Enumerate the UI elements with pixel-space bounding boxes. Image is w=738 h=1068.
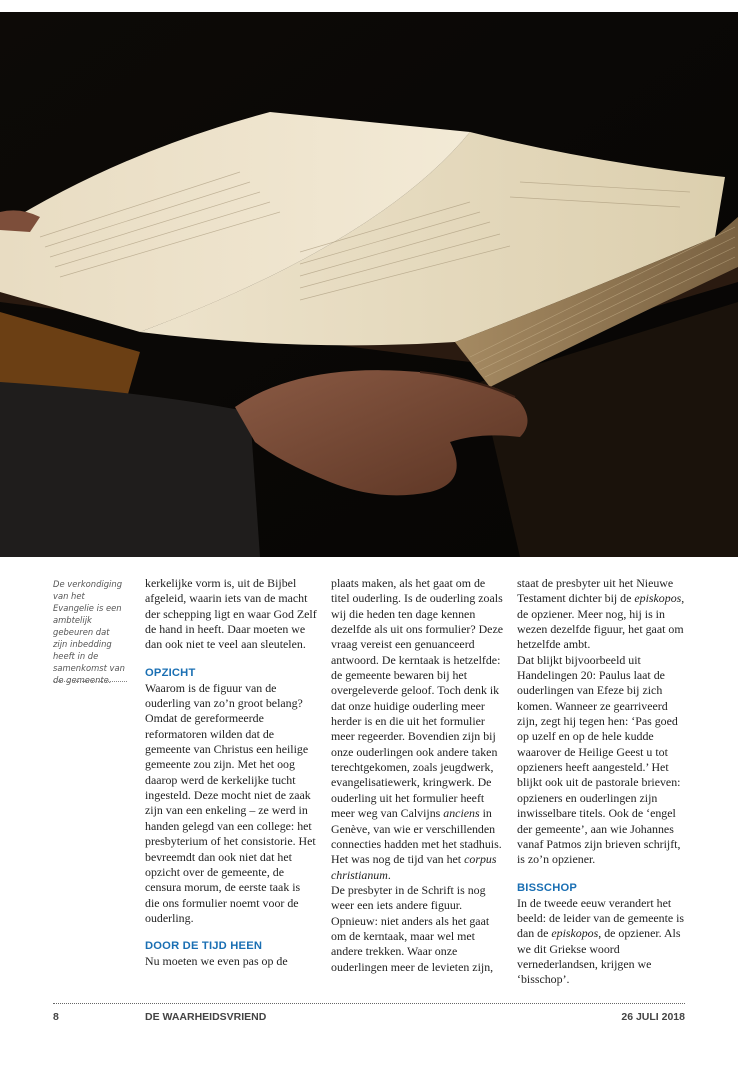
text-run: plaats maken, als het gaat om de titel ouderling. Is de ouderling zoals wij die heden ten dage kennen dezelfde als uit ons formulier? Deze vraag vereist een genuanceerd antwoord. De kerntaak is hetzelfde: de gemeente bewaren bij het overgeleverde geloof. Toch denk ik dat onze huidige ouderling meer herder is en die uit het formulier meer regeerder. Bovendien zijn bij onze ouderlingen ook andere taken terechtgekomen, zoals jeugdwerk, evangelisatiewerk, kringwerk. De ouderling uit het formulier heeft meer weg van Calvijns xyxy=(331,576,504,821)
paragraph xyxy=(517,576,689,653)
paragraph: Waarom is de figuur van de ouderling van zo’n groot belang? Omdat de gereformeerde reformatoren wilden dat de gemeente van Christus een heilige gemeente zou zijn. Met het oog daarop werd de kerkelijke tucht ingesteld. Deze mocht niet de zaak zijn van een enkeling – ze werd in handen gelegd van een college: het presbyterium of het consistorie. Het bevreemdt dan ook niet dat het opzicht over de gemeente, de censura morum, de eerste taak is die ons formulier noemt voor de ouderling. xyxy=(145,680,316,925)
paragraph xyxy=(331,576,503,883)
text-run: , de opziener. Als we dit Griekse woord vernederlandsen, krijgen we ‘bisschop’. xyxy=(517,926,681,987)
article-column-3 xyxy=(517,576,689,988)
article-column-1 xyxy=(145,576,317,970)
text-run: In de tweede eeuw verandert het beeld: de leider van de gemeente is dan de xyxy=(517,895,685,941)
caption-divider xyxy=(53,681,127,682)
italic-term: episkopos xyxy=(634,591,682,606)
paragraph: kerkelijke vorm is, uit de Bijbel afgeleid, waarin iets van de macht der schepping ligt en waar God Zelf de hand in heeft. Daar moeten we dan ook niet te veel aan sleutelen. xyxy=(145,576,317,652)
bible-photo xyxy=(0,12,738,557)
paragraph: Dat blijkt bijvoorbeeld uit Handelingen 20: Paulus laat de ouderlingen van Efeze bij zich komen. Wanneer ze gearriveerd zijn, zegt hij tegen hen: ‘Pas goed op uzelf en op de hele kudde waarover de Heilige Geest u tot opzieners heeft aangesteld.’ Het blijkt ook uit de pastorale brieven: opzieners en ouderlingen zijn inwisselbare titels. Ook de ‘engel der gemeente’, aan wie Johannes vanaf Patmos zijn brieven schrijft, is zo’n opziener. xyxy=(517,652,681,867)
page-number: 8 xyxy=(53,1011,59,1023)
article-column-2 xyxy=(331,576,503,975)
italic-term: corpus christianum xyxy=(331,852,497,882)
text-run: . xyxy=(387,867,391,882)
photo-caption: De verkondiging van het Evangelie is een ambtelijk gebeuren dat zijn inbedding heeft in de samenkomst van de gemeente. xyxy=(53,579,125,685)
section-heading-door-de-tijd-heen: DOOR DE TIJD HEEN xyxy=(145,940,263,953)
text-run: , de opziener. Meer nog, hij is in wezen dezelfde figuur, het gaat om hetzelfde ambt. xyxy=(517,591,685,652)
italic-term: anciens xyxy=(443,806,480,821)
section-heading-opzicht: OPZICHT xyxy=(145,666,196,679)
text-run: staat de presbyter uit het Nieuwe Testament dichter bij de xyxy=(517,576,674,606)
paragraph: De presbyter in de Schrift is nog weer een iets andere figuur. Opnieuw: niet anders als het gaat om de kerntaak, maar wel met andere trekken. Waar onze ouderlingen meer de levieten zijn, xyxy=(331,882,494,974)
paragraph xyxy=(517,896,689,988)
paragraph: Nu moeten we even pas op de xyxy=(145,954,288,969)
footer-divider xyxy=(53,1003,685,1004)
text-run: in Genève, van wie er verschillenden connecties hadden met het stadhuis. Het was nog de tijd van het xyxy=(331,806,502,867)
italic-term: episkopos xyxy=(551,926,599,941)
issue-date: 26 JULI 2018 xyxy=(621,1011,685,1023)
magazine-name: DE WAARHEIDSVRIEND xyxy=(145,1011,267,1023)
section-heading-bisschop: BISSCHOP xyxy=(517,881,578,894)
